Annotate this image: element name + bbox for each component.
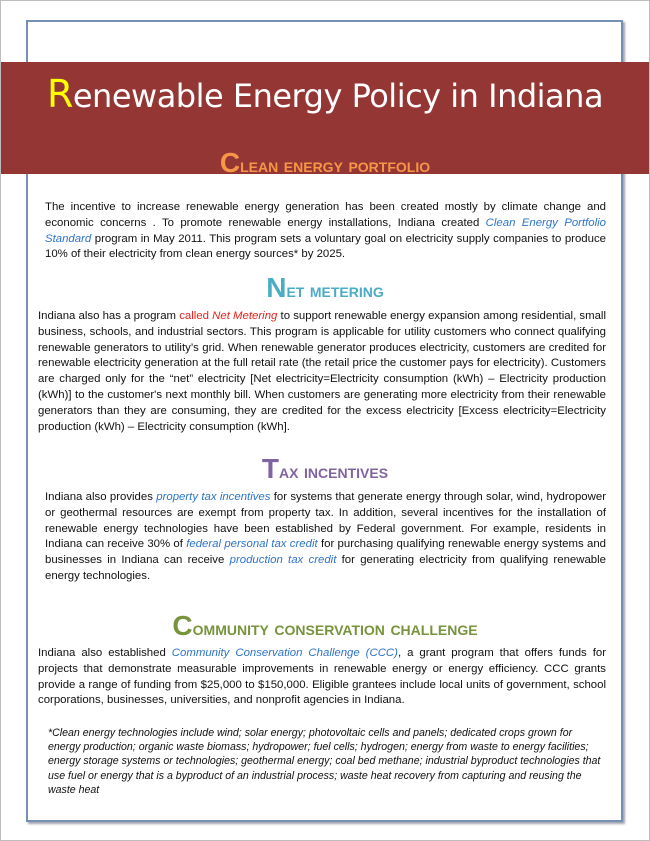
paragraph-community-conservation xyxy=(38,646,606,709)
link-net-metering[interactable] xyxy=(179,310,277,322)
text: for purchasing qualifying renewable energy systems and businesses in Indiana can receive xyxy=(45,538,606,567)
page-title xyxy=(0,72,650,116)
heading-initial: N xyxy=(266,272,287,303)
text: called xyxy=(179,310,213,322)
link-community-conservation-challenge[interactable]: Community Conservation Challenge (CCC) xyxy=(171,647,398,659)
link-clean-energy-portfolio-standard[interactable]: Clean Energy Portfolio Standard xyxy=(45,216,607,245)
heading-initial: C xyxy=(172,610,193,641)
paragraph-clean-energy xyxy=(45,200,606,263)
link-property-tax-incentives[interactable]: property tax incentives xyxy=(156,491,271,503)
paragraph-tax-incentives xyxy=(45,490,606,585)
title-text: enewable Energy Policy in Indiana xyxy=(72,77,604,115)
heading-initial: C xyxy=(219,147,241,178)
text: Indiana also established xyxy=(38,647,172,659)
text: Net Metering xyxy=(212,310,278,322)
text: to support renewable energy expansion among residential, small business, schools, and industrial sectors. This program is applicable for utility customers who connect qualifying renewable generators to utility’s grid. When renewable generator produces electricity, customers are credited for renewable electricity generation at the full retail rate (the retail price the customer pays for electricity). Customers are charged only for the “net” electricity [Net electricity=Electricity consumption (kWh) – Electricity production (kWh)] to the customer's next monthly bill. When customers are generating more electricity from their renewable generators than they are consuming, they are credited for the excess electricity [Excess electricity=Electricity production (kWh) – Electricity consumption (kWh]. xyxy=(38,310,606,433)
link-production-tax-credit[interactable]: production tax credit xyxy=(229,554,342,567)
heading-clean-energy-portfolio xyxy=(0,149,650,177)
text: for generating electricity from qualifying renewable energy technologies. xyxy=(45,554,606,582)
title-initial-letter: R xyxy=(46,72,73,116)
heading-rest: ax incentives xyxy=(279,461,389,483)
text: for systems that generate energy through solar, wind, hydropower or geothermal resources are exempt from property tax. In addition, several incentives for the installation of renewable energy technologies have been established by Federal government. For example, residents in Indiana can receive 30% of xyxy=(45,491,606,551)
text: Indiana also has a program xyxy=(38,310,180,322)
heading-initial: T xyxy=(261,453,280,484)
paragraph-net-metering xyxy=(38,309,606,435)
link-federal-personal-tax-credit[interactable]: federal personal tax credit xyxy=(186,538,318,551)
heading-rest: et metering xyxy=(286,280,384,302)
heading-rest: lean energy portfolio xyxy=(240,155,431,177)
heading-rest: ommunity conservation challenge xyxy=(192,618,478,640)
text: Indiana also provides xyxy=(45,491,157,503)
text: program in May 2011. This program sets a voluntary goal on electricity supply companies to produce 10% of their electricity from clean energy sources* by 2025. xyxy=(45,232,606,261)
heading-community-conservation-challenge xyxy=(0,612,650,640)
heading-net-metering xyxy=(0,274,650,302)
heading-tax-incentives xyxy=(0,455,650,483)
footnote-clean-energy-technologies: *Clean energy technologies include wind; solar energy; photovoltaic cells and panels; dedicated crops grown for energy production; organic waste biomass; hydropower; fuel cells; hydrogen; energy from waste to energy facilities; energy storage systems or technologies; geothermal energy; coal bed methane; industrial byproduct technologies that use fuel or energy that is a byproduct of an industrial process; waste heat recovery from capturing and reusing the waste heat xyxy=(48,727,601,796)
text: , a grant program that offers funds for projects that demonstrate measurable improvements in renewable energy or energy efficiency. CCC grants provide a range of funding from $25,000 to $150,000. Eligible grantees include local units of government, school corporations, businesses, universities, and nonprofit agencies in Indiana. xyxy=(38,647,606,707)
text: The incentive to increase renewable energy generation has been created mostly by climate change and economic concerns . To promote renewable energy installations, Indiana created xyxy=(45,201,606,229)
